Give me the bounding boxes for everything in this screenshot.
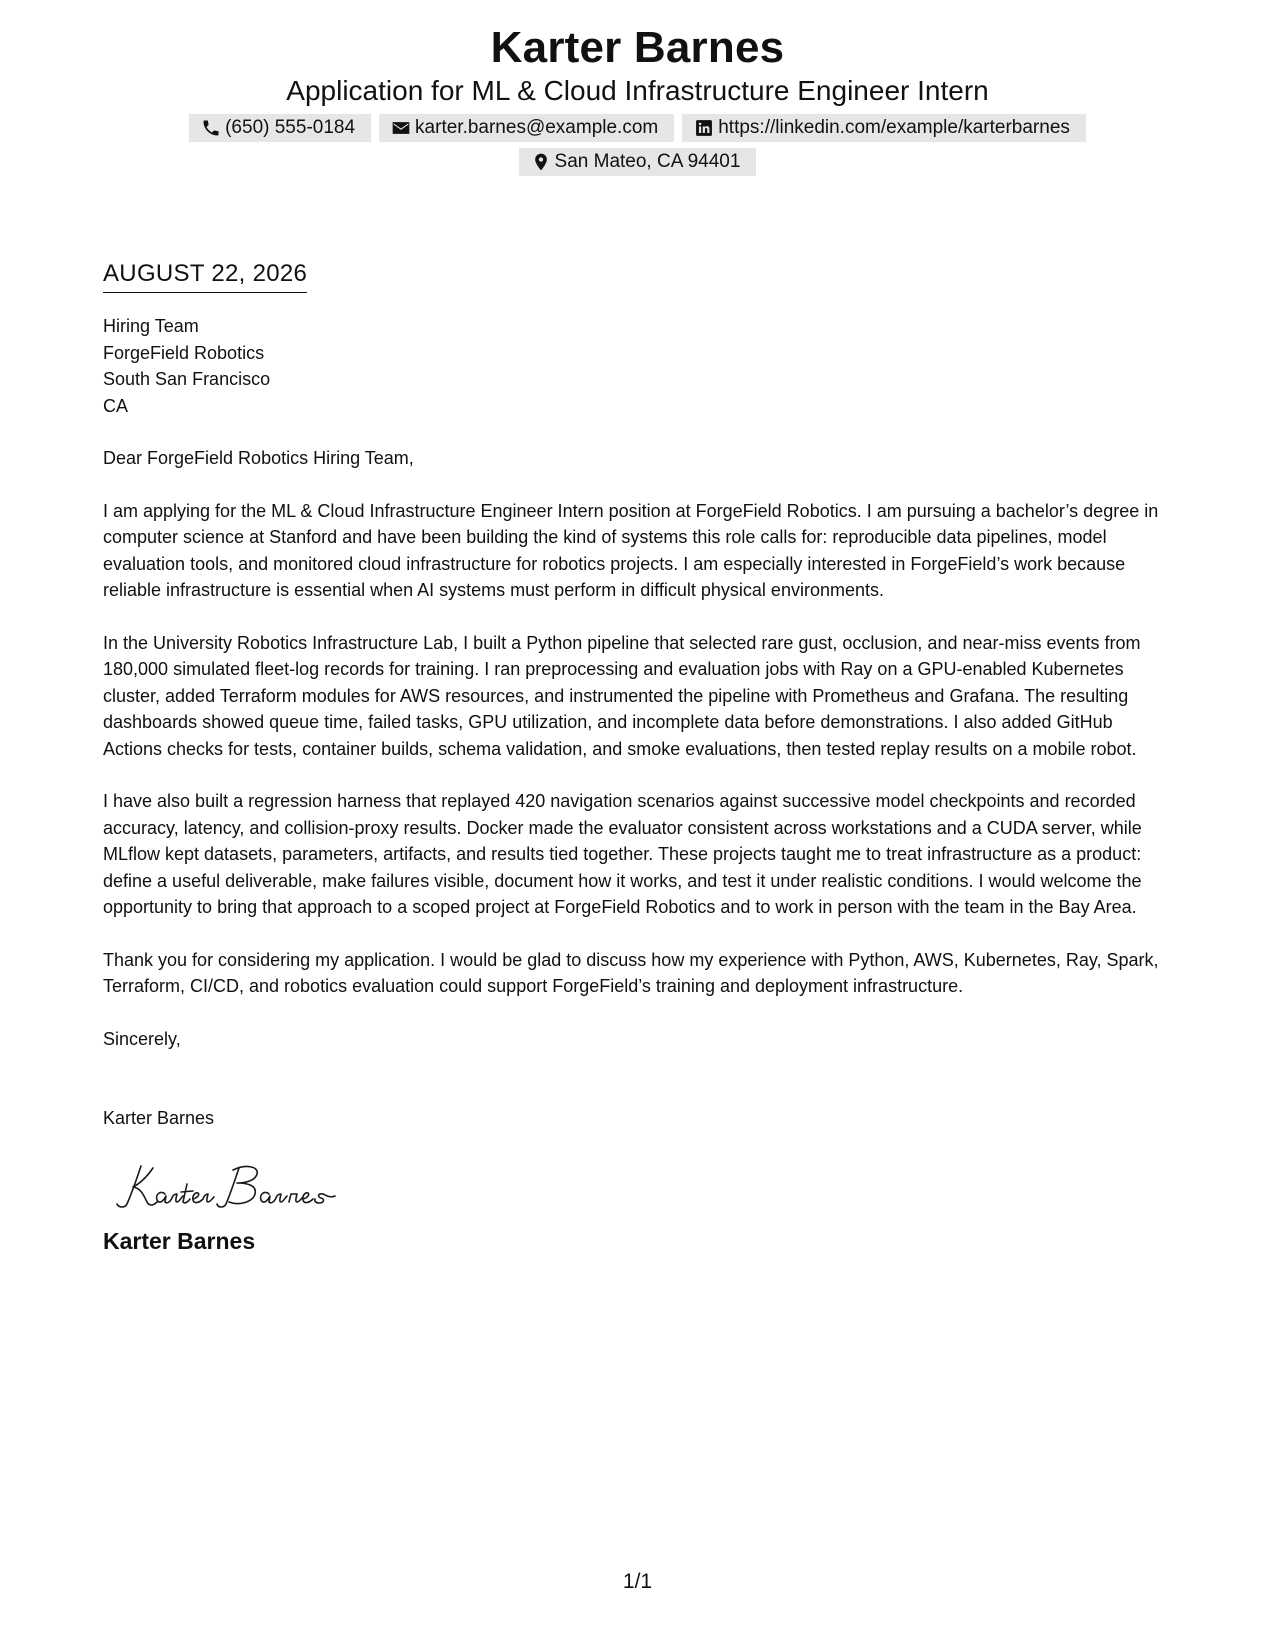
page-number: 1/1 [622, 1570, 653, 1593]
phone-text: (650) 555-0184 [225, 117, 356, 138]
salutation: Dear ForgeField Robotics Hiring Team, [103, 448, 414, 468]
body-paragraph: I am applying for the ML & Cloud Infrastructure Engineer Intern position at ForgeField Robotics. I am pursuing a bachelor’s degree in computer science at Stanford and have been building the kind of systems this role calls for: reproducible data pipelines, model evaluation tools, and monitored cloud infrastructure for robotics projects. I am especially interested in ForgeField’s work because reliable infrastructure is essential when AI systems must perform in difficult physical environments. [103, 500, 1159, 600]
recipient-line: Hiring Team [103, 316, 199, 336]
recipient-address [103, 313, 1175, 419]
linkedin-link[interactable]: https://linkedin.com/example/karterbarnes [718, 117, 1070, 138]
contact-info [158, 114, 1118, 176]
recipient-line: CA [103, 395, 129, 416]
body-paragraph: Thank you for considering my application. I would be glad to discuss how my experience with Python, AWS, Kubernetes, Ray, Spark, Terraform, CI/CD, and robotics evaluation could support ForgeField’s training and deployment infrastructure. [103, 949, 1159, 996]
signer-name-bold: Karter Barnes [103, 1227, 256, 1254]
map-pin-icon [531, 152, 551, 172]
contact-linkedin[interactable] [682, 114, 1086, 142]
letter-body [103, 258, 1175, 1256]
application-subtitle: Application for ML & Cloud Infrastructure Engineer Intern [286, 75, 989, 106]
applicant-name: Karter Barnes [490, 23, 785, 72]
letter-date: AUGUST 22, 2026 [103, 258, 307, 293]
envelope-icon [391, 118, 411, 138]
body-paragraph: I have also built a regression harness that replayed 420 navigation scenarios against successive model checkpoints and recorded accuracy, latency, and collision-proxy results. Docker made the evaluator consistent across workstations and a CUDA server, while MLflow kept datasets, parameters, artifacts, and results tied together. These projects taught me to treat infrastructure as a product: define a useful deliverable, make failures visible, document how it works, and test it under realistic conditions. I would welcome the opportunity to bring that approach to a scoped project at ForgeField Robotics and to work in person with the team in the Bay Area. [103, 791, 1142, 917]
location-text: San Mateo, CA 94401 [554, 151, 741, 172]
signature-drawing [113, 1154, 373, 1214]
recipient-line: ForgeField Robotics [103, 342, 265, 363]
body-paragraph: In the University Robotics Infrastructure Lab, I built a Python pipeline that selected rare gust, occlusion, and near-miss events from 180,000 simulated fleet-log records for training. I ran preprocessing and evaluation jobs with Ray on a GPU-enabled Kubernetes cluster, added Terraform modules for AWS resources, and instrumented the pipeline with Prometheus and Grafana. The resulting dashboards showed queue time, failed tasks, GPU utilization, and incomplete data before demonstrations. I also added GitHub Actions checks for tests, container builds, schema validation, and smoke evaluations, then tested replay results on a mobile robot. [103, 632, 1141, 759]
signer-name: Karter Barnes [103, 1108, 215, 1128]
contact-email[interactable] [379, 114, 674, 142]
letter-header [0, 22, 1275, 176]
phone-icon [201, 118, 221, 138]
closing: Sincerely, [103, 1028, 181, 1049]
linkedin-icon [694, 118, 714, 138]
handwritten-signature [113, 1154, 373, 1214]
recipient-line: South San Francisco [103, 369, 271, 389]
contact-phone [189, 114, 371, 142]
email-link[interactable]: karter.barnes@example.com [415, 117, 659, 138]
contact-location [519, 148, 757, 176]
